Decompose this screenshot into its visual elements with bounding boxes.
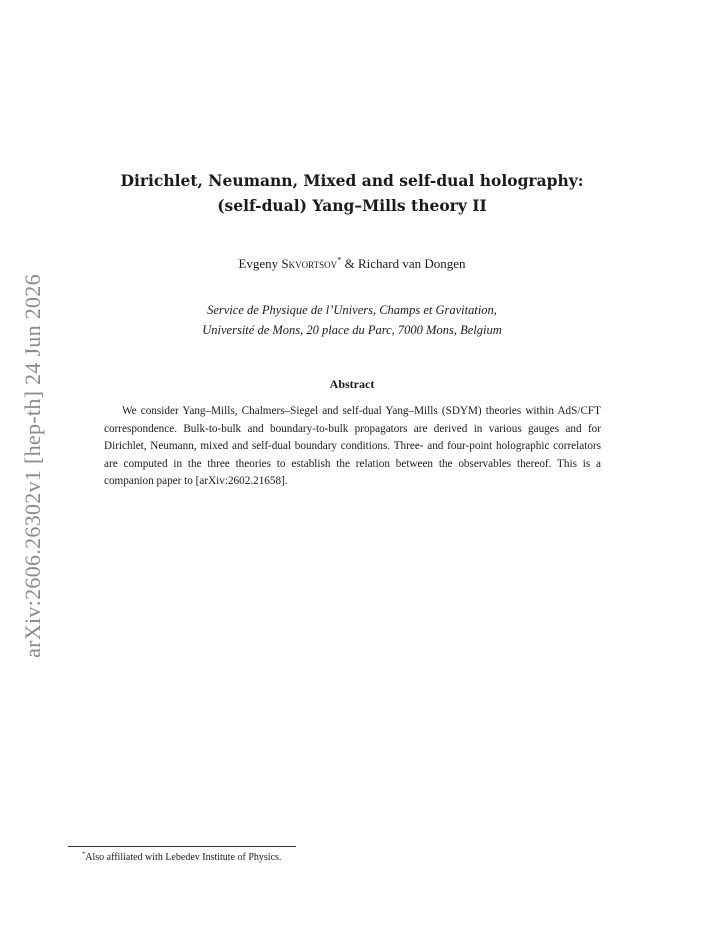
affiliation-line-1: Service de Physique de l’Univers, Champs et Gravitation, — [207, 303, 497, 317]
affiliation-line-2: Université de Mons, 20 place du Parc, 7000 Mons, Belgium — [202, 323, 502, 337]
footnote-mark: * — [82, 850, 86, 858]
author-1-footnote-mark: * — [337, 254, 342, 265]
author-1-surname: Skvortsov — [281, 256, 338, 271]
title-line-1: Dirichlet, Neumann, Mixed and self-dual holography: — [120, 171, 584, 190]
author-separator: & — [341, 256, 358, 271]
footnote — [82, 852, 281, 863]
author-1-given-name: Evgeny — [238, 256, 279, 271]
title-line-2: (self-dual) Yang–Mills theory II — [217, 196, 487, 215]
author-list — [0, 256, 704, 272]
abstract-heading: Abstract — [329, 377, 375, 391]
abstract-body: We consider Yang–Mills, Chalmers–Siegel and self-dual Yang–Mills (SDYM) theories within AdS/CFT correspondence. Bulk-to-bulk and boundary-to-bulk propagators are derived in various gauges and for Dirichlet, Neumann, mixed and self-dual boundary conditions. Three- and four-point holographic correlators are computed in the three theories to establish the relation between the observables thereof. This is a companion paper to [arXiv:2602.21658]. — [104, 405, 601, 488]
arxiv-identifier-stamp: arXiv:2606.26302v1 [hep-th] 24 Jun 2026 — [20, 274, 45, 658]
affiliation — [0, 300, 704, 340]
footnote-text: Also affiliated with Lebedev Institute of Physics. — [85, 852, 282, 863]
paper-title — [0, 168, 704, 218]
author-2-name: Richard van Dongen — [357, 256, 466, 271]
footnote-divider — [68, 846, 296, 847]
